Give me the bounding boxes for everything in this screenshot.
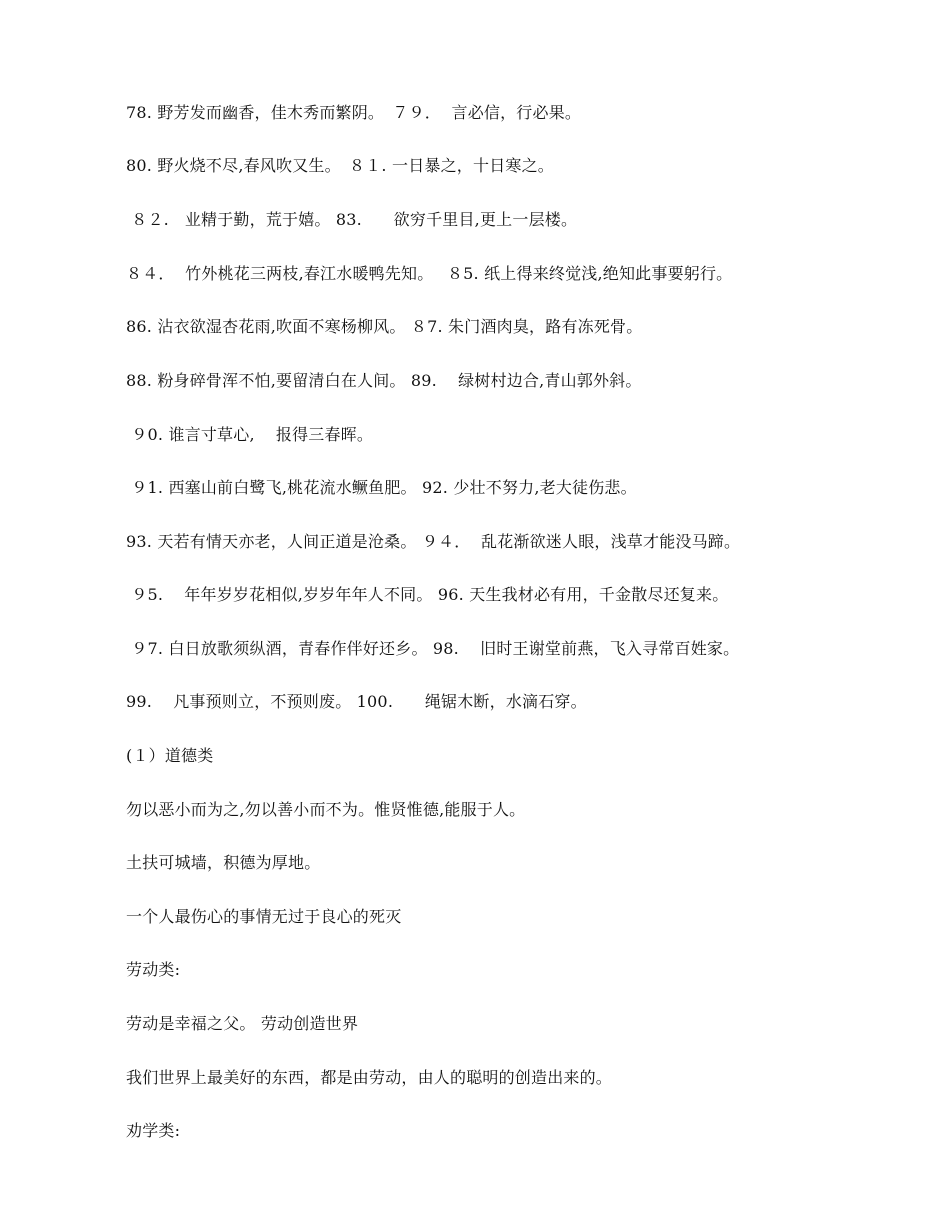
text-line: 88. 粉身碎骨浑不怕,要留清白在人间。 89. 绿树村边合,青山郭外斜。 — [126, 371, 642, 390]
text-line: 80. 野火烧不尽,春风吹又生。 ８１. 一日暴之，十日寒之。 — [126, 156, 554, 175]
text-line: ９7. 白日放歌须纵酒，青春作伴好还乡。 98. 旧时王谢堂前燕，飞入寻常百姓家。 — [126, 639, 740, 658]
text-line: ９0. 谁言寸草心, 报得三春晖。 — [126, 425, 374, 444]
text-line: 土扶可城墙，积德为厚地。 — [126, 853, 321, 872]
text-line: 86. 沾衣欲湿杏花雨,吹面不寒杨柳风。 ８7. 朱门酒肉臭，路有冻死骨。 — [126, 317, 643, 336]
text-line: 一个人最伤心的事情无过于良心的死灭 — [126, 907, 402, 926]
text-line: 78. 野芳发而幽香，佳木秀而繁阴。 ７９． 言必信，行必果。 — [126, 103, 582, 122]
text-line: 93. 天若有情天亦老，人间正道是沧桑。 ９４． 乱花渐欲迷人眼，浅草才能没马蹄。 — [126, 532, 741, 551]
text-line: 99. 凡事预则立，不预则废。 100. 绳锯木断，水滴石穿。 — [126, 692, 587, 711]
text-line: 劳动是幸福之父。 劳动创造世界 — [126, 1014, 359, 1033]
text-line: ９1. 西塞山前白鹭飞,桃花流水鳜鱼肥。 92. 少壮不努力,老大徒伤悲。 — [126, 478, 637, 497]
text-line: 勿以恶小而为之,勿以善小而不为。惟贤惟德,能服于人。 — [126, 800, 526, 819]
section-heading: 劳动类: — [126, 960, 181, 979]
text-line: ９5. 年年岁岁花相似,岁岁年年人不同。 96. 天生我材必有用，千金散尽还复来。 — [126, 585, 729, 604]
text-line: ８４． 竹外桃花三两枝,春江水暖鸭先知。 ８5. 纸上得来终觉浅,绝知此事要躬行。 — [126, 264, 733, 283]
text-line: 我们世界上最美好的东西，都是由劳动，由人的聪明的创造出来的。 — [126, 1068, 613, 1087]
section-heading: 劝学类: — [126, 1121, 181, 1140]
section-heading: (１）道德类 — [126, 746, 214, 765]
text-line: ８２. 业精于勤，荒于嬉。 83. 欲穷千里目,更上一层楼。 — [126, 210, 578, 229]
